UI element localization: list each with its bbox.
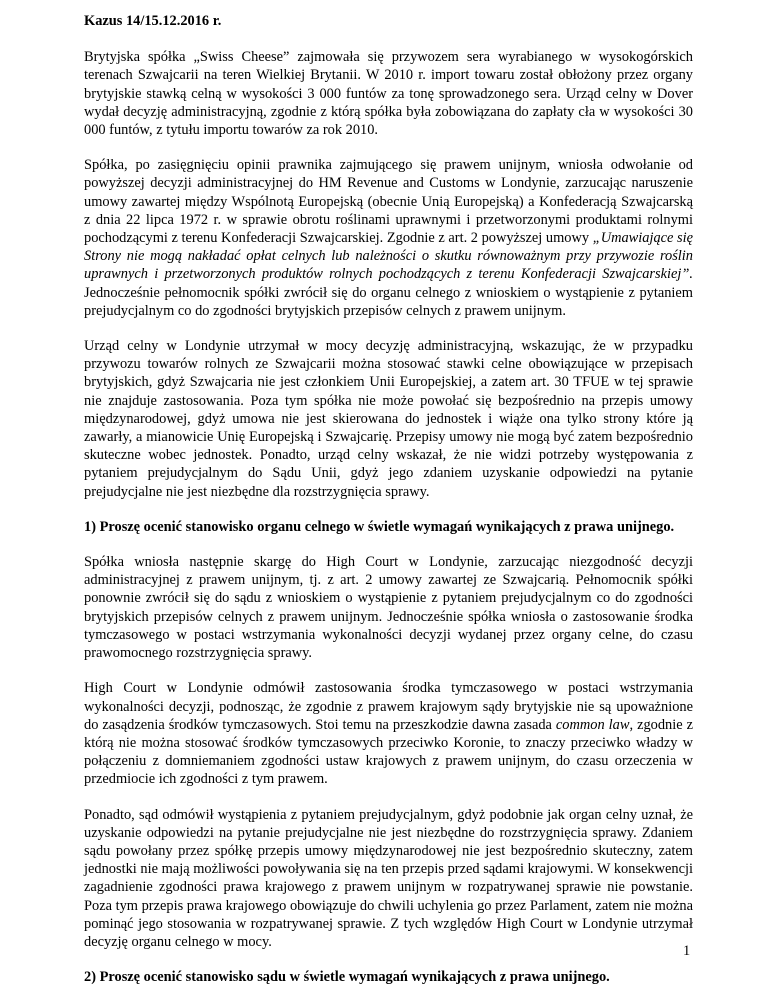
document-page (84, 12, 693, 1003)
paragraph-complaint: Spółka wniosła następnie skargę do High Court w Londynie, zarzucając niezgodność decyzji administracyjnej z prawem unijnym, tj. z art. 2 umowy zawartej ze Szwajcarią. Pełnomocnik spółki ponownie zwrócił się do sądu z wnioskiem o wystąpienie z pytaniem prejudycjalnym co do zgodności brytyjskich przepisów celnych z prawem unijnym. Jednocześnie spółka wniosła o zastosowanie środka tymczasowego w postaci wstrzymania wykonalności decyzji wydanej przez organy celne, do czasu prawomocnego rozstrzygnięcia sprawy. (84, 554, 693, 662)
paragraph-customs-decision: Urząd celny w Londynie utrzymał w mocy decyzję administracyjną, wskazując, że w przypadku przywozu towarów rolnych ze Szwajcarii można stosować stawki celne obowiązujące w przepisach brytyjskich, gdyż Szwajcaria nie jest członkiem Unii Europejskiej, a zatem art. 30 TFUE w tej sprawie nie znajduje zastosowania. Poza tym spółka nie może powołać się bezpośrednio na przepis umowy międzynarodowej, gdyż umowa nie jest skierowana do jednostek i wiąże ona tylko strony które ją zawarły, a mianowicie Unię Europejską i Szwajcarię. Przepisy umowy nie mogą być zatem bezpośrednio skuteczne wobec jednostek. Ponadto, urząd celny wskazał, że nie widzi potrzeby występowania z pytaniem prejudycjalnym do Sądu Unii, gdyż jego zdaniem uzyskanie odpowiedzi na pytanie prejudycjalne nie jest niezbędne dla rozstrzygnięcia sprawy. (84, 338, 693, 500)
treaty-quote: „Umawiające się Strony nie mogą nakładać opłat celnych lub należności o skutku równoważnym przy przywozie roślin uprawnych i przetworzonych produktów rolnych pochodzących z terenu Konfederacji Szwajcarskiej”. (84, 230, 694, 283)
paragraph-interim-text: High Court w Londynie odmówił zastosowania środka tymczasowego w postaci wstrzymania wykonalności decyzji, podnosząc, że zgodnie z prawem krajowym sądy brytyjskie nie są upoważnione do zasądzenia środków tymczasowych. Stoi temu na przeszkodzie dawna zasada (84, 680, 693, 733)
page-number: 1 (683, 943, 691, 959)
paragraph-interim-measures (84, 679, 693, 788)
paragraph-appeal-continuation: Jednocześnie pełnomocnik spółki zwrócił się do organu celnego z wnioskiem o wystąpienie z pytaniem prejudycjalnym co do zgodności brytyjskich przepisów celnych z prawem unijnym. (84, 284, 693, 319)
case-title: Kazus 14/15.12.2016 r. (84, 13, 222, 29)
common-law-term: common law (555, 716, 630, 733)
paragraph-appeal (84, 156, 693, 320)
paragraph-appeal-text: Spółka, po zasięgnięciu opinii prawnika zajmującego się prawem unijnym, wniosła odwołanie od powyższej decyzji administracyjnej do HM Revenue and Customs w Londynie, zarzucając naruszenie umowy zawartej między Wspólnotą Europejską (obecnie Unią Europejską) a Konfederacją Szwajcarską z dnia 22 lipca 1972 r. w sprawie obrotu roślinami uprawnymi i przetworzonymi produktami rolnymi pochodzącymi z terenu Konfederacji Szwajcarskiej. Zgodnie z art. 2 powyższej umowy (84, 157, 693, 247)
paragraph-interim-continuation: , zgodnie z którą nie można stosować środków tymczasowych przeciwko Koronie, to znaczy przeciwko władzy w połączeniu z domniemaniem zgodności ustaw krajowych z prawem unijnym, do czasu orzeczenia w przedmiocie ich zgodności z tym prawem. (84, 716, 694, 788)
question-1: 1) Proszę ocenić stanowisko organu celnego w świetle wymagań wynikających z prawa unijnego. (84, 518, 675, 535)
paragraph-court-refusal: Ponadto, sąd odmówił wystąpienia z pytaniem prejudycjalnym, gdyż podobnie jak organ celny uznał, że uzyskanie odpowiedzi na pytanie prejudycjalne nie jest niezbędne do rozstrzygnięcia sprawy. Zdaniem sądu powołany przez spółkę przepis umowy międzynarodowej nie jest bezpośrednio skuteczny, zatem jednostki nie mają możliwości powoływania się na ten przepis przed sądami krajowymi. W konsekwencji zagadnienie zgodności prawa krajowego z prawem unijnym w rozpatrywanej sprawie nie powstanie. Poza tym przepis prawa krajowego obowiązuje do chwili uchylenia go przez Parlament, zatem nie można pominąć jego stosowania w rozpatrywanej sprawie. Z tych względów High Court w Londynie utrzymał decyzję organu celnego w mocy. (84, 806, 693, 950)
paragraph-facts: Brytyjska spółka „Swiss Cheese” zajmowała się przywozem sera wyrabianego w wysokogórskich terenach Szwajcarii na teren Wielkiej Brytanii. W 2010 r. import towaru został obłożony przez organy brytyjskie stawką celną w wysokości 3 000 funtów za tonę sprowadzonego sera. Urząd celny w Dover wydał decyzję administracyjną, zgodnie z którą spółka była zobowiązana do zapłaty cła w wysokości 30 000 funtów, z tytułu importu towarów za rok 2010. (84, 49, 693, 139)
question-2: 2) Proszę ocenić stanowisko sądu w świetle wymagań wynikających z prawa unijnego. (84, 969, 610, 986)
